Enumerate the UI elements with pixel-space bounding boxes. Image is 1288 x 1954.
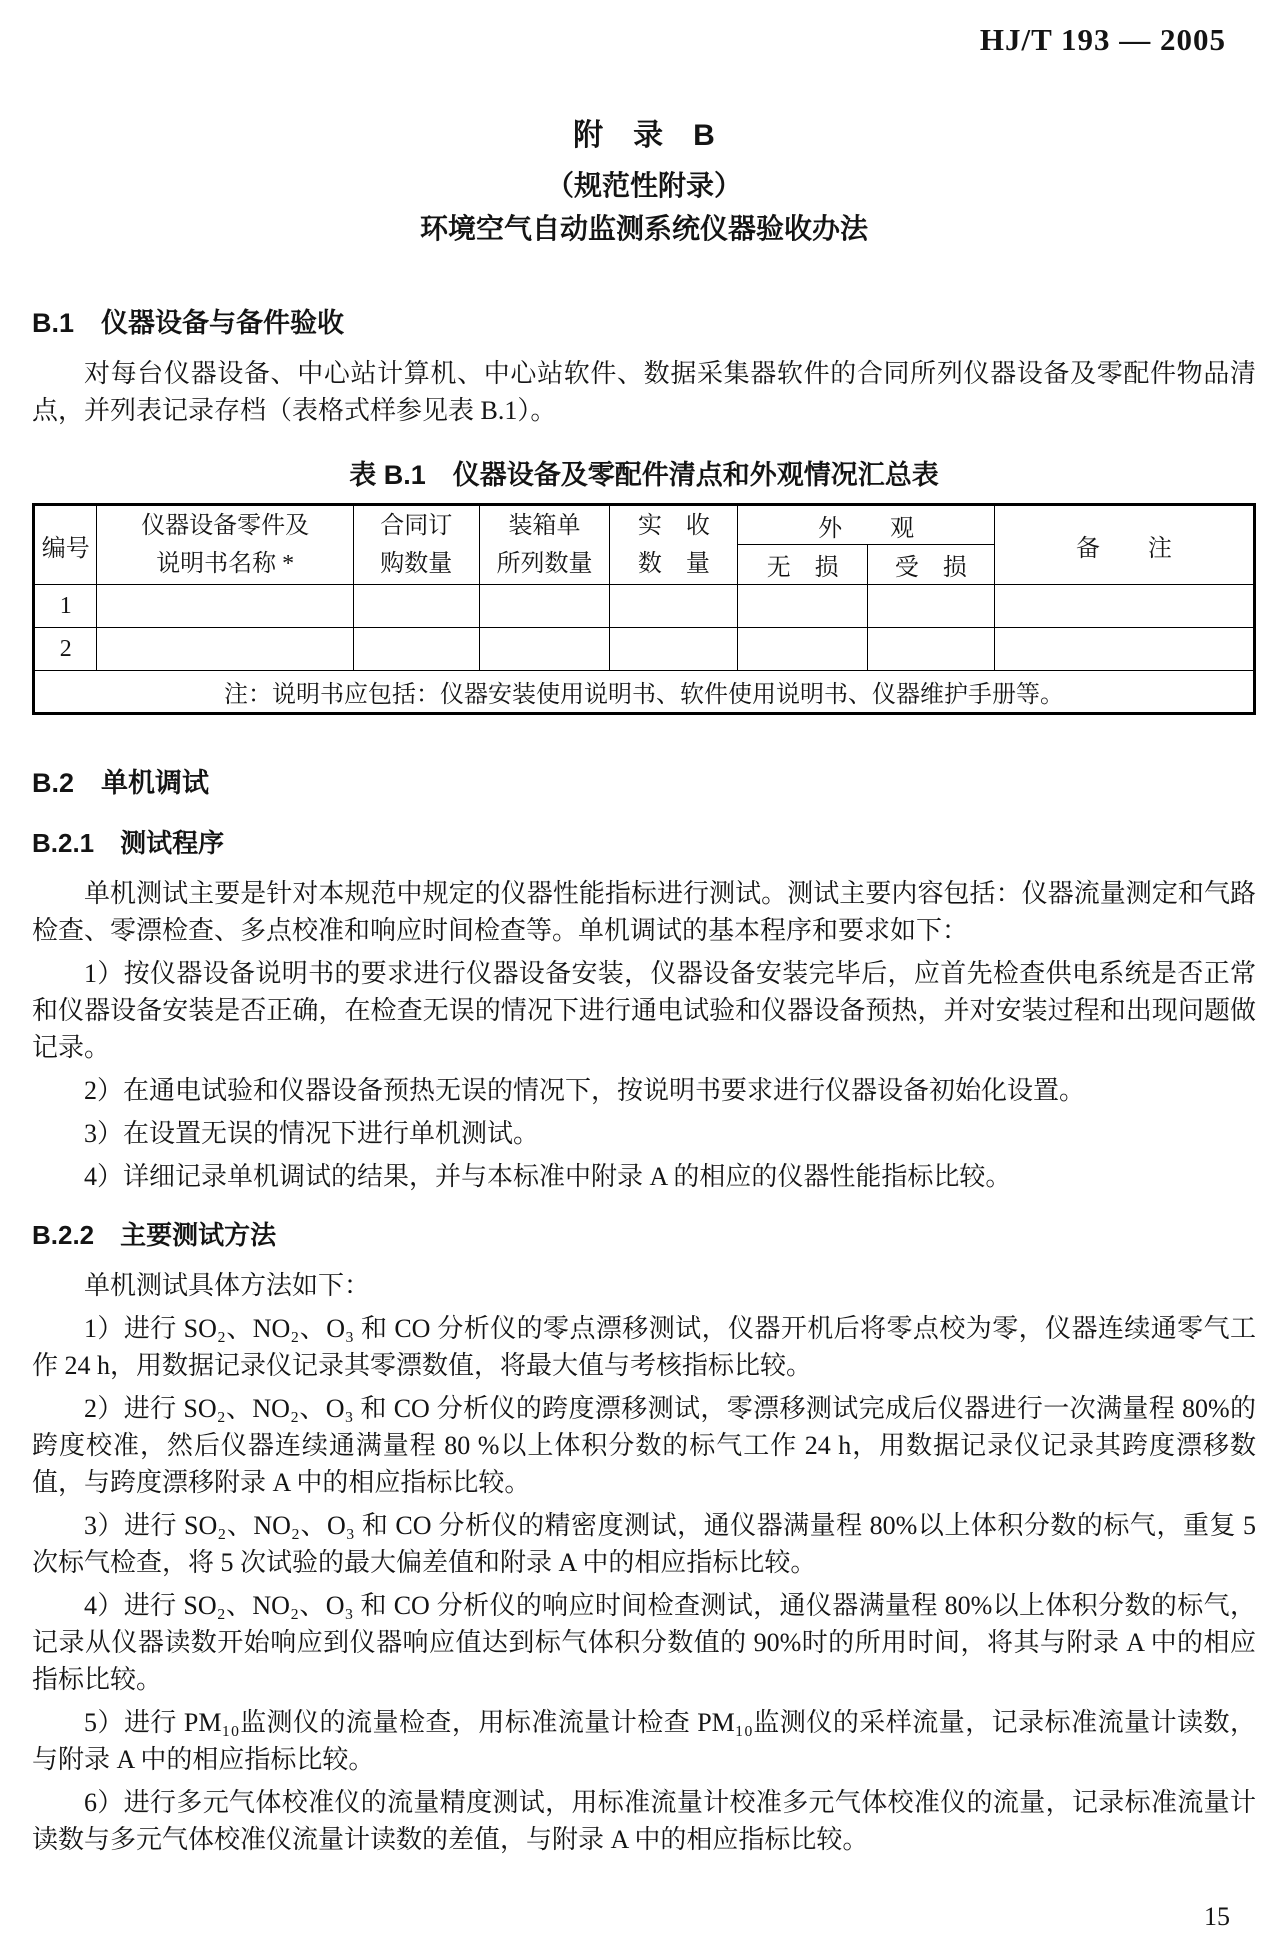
appendix-title: 附 录 B: [573, 119, 715, 152]
col-header-packing-qty: [479, 505, 610, 585]
col-header-damaged: 受 损: [867, 545, 994, 585]
col-header-received-qty: [610, 505, 738, 585]
paragraph-b21-0: 单机测试主要是针对本规范中规定的仪器性能指标进行测试。测试主要内容包括：仪器流量测定和气路检查、零漂检查、多点校准和响应时间检查等。单机调试的基本程序和要求如下：: [32, 879, 1256, 945]
col-header-name-line1: 仪器设备零件及: [141, 513, 310, 539]
section-b2-heading: B.2 单机调试: [32, 768, 210, 798]
row-no-cell: 2: [34, 628, 97, 671]
table-note: 注：说明书应包括：仪器安装使用说明书、软件使用说明书、仪器维护手册等。: [34, 671, 1255, 714]
table-cell-empty: [994, 585, 1254, 628]
col-header-packing-line2: 所列数量: [496, 551, 593, 577]
paragraph-b21-4: 4）详细记录单机调试的结果，并与本标准中附录 A 的相应的仪器性能指标比较。: [84, 1162, 1012, 1191]
paragraph-b22-3: 3）进行 SO₂、NO₂、O₃ 和 CO 分析仪的精密度测试，通仪器满量程 80%以上体积分数的标气，重复 5 次标气检查，将 5 次试验的最大偏差值和附录 A 中的相应指标比较。: [32, 1511, 1256, 1577]
paragraph-b21-2: 2）在通电试验和仪器设备预热无误的情况下，按说明书要求进行仪器设备初始化设置。: [84, 1076, 1086, 1105]
col-header-contract-qty: [353, 505, 479, 585]
col-header-contract-line1: 合同订: [380, 513, 453, 539]
page-number: 15: [1204, 1902, 1230, 1931]
col-header-contract-line2: 购数量: [380, 551, 453, 577]
col-header-name: [97, 505, 353, 585]
table-header-row-1: [34, 505, 1255, 545]
table-cell-empty: [353, 585, 479, 628]
paragraph-b22-6: 6）进行多元气体校准仪的流量精度测试，用标准流量计校准多元气体校准仪的流量，记录标准流量计读数与多元气体校准仪流量计读数的差值，与附录 A 中的相应指标比较。: [32, 1788, 1256, 1854]
appendix-main-title: 环境空气自动监测系统仪器验收办法: [419, 213, 868, 244]
paragraph-b22-1: 1）进行 SO₂、NO₂、O₃ 和 CO 分析仪的零点漂移测试，仪器开机后将零点校为零，仪器连续通零气工作 24 h，用数据记录仪记录其零漂数值，将最大值与考核指标比较。: [32, 1314, 1256, 1380]
paragraph-b22-2: 2）进行 SO₂、NO₂、O₃ 和 CO 分析仪的跨度漂移测试，零漂移测试完成后仪器进行一次满量程 80%的跨度校准，然后仪器连续通满量程 80 %以上体积分数的标气工作 24 h，用数据记录仪记录其跨度漂移数值，与跨度漂移附录 A 中的相应指标比较。: [32, 1394, 1256, 1497]
table-row: [34, 585, 1255, 628]
table-cell-empty: [353, 628, 479, 671]
row-no-cell: 1: [34, 585, 97, 628]
appendix-subtitle: （规范性附录）: [545, 170, 742, 201]
section-b21-heading: B.2.1 测试程序: [32, 828, 225, 858]
table-b1-caption: 表 B.1 仪器设备及零配件清点和外观情况汇总表: [349, 460, 939, 490]
col-header-intact: 无 损: [738, 545, 867, 585]
table-cell-empty: [479, 585, 610, 628]
paragraph-b21-1: 1）按仪器设备说明书的要求进行仪器设备安装，仪器设备安装完毕后，应首先检查供电系统是否正常和仪器设备安装是否正确，在检查无误的情况下进行通电试验和仪器设备预热，并对安装过程和出现问题做记录。: [32, 959, 1256, 1062]
table-cell-empty: [610, 585, 738, 628]
section-b22-heading: B.2.2 主要测试方法: [32, 1220, 277, 1250]
table-cell-empty: [994, 628, 1254, 671]
table-b1: [32, 503, 1256, 715]
table-cell-empty: [867, 585, 994, 628]
standard-code: HJ/T 193 — 2005: [979, 22, 1226, 57]
section-b1-heading: B.1 仪器设备与备件验收: [32, 308, 345, 338]
table-cell-empty: [867, 628, 994, 671]
paragraph-b22-5: 5）进行 PM₁₀监测仪的流量检查，用标准流量计检查 PM₁₀监测仪的采样流量，记录标准流量计读数，与附录 A 中的相应指标比较。: [32, 1708, 1256, 1774]
col-header-remarks: 备 注: [994, 505, 1254, 585]
table-note-row: [34, 671, 1255, 714]
table-cell-empty: [610, 628, 738, 671]
table-cell-empty: [738, 585, 867, 628]
col-header-no: 编号: [34, 505, 97, 585]
paragraph-b21-3: 3）在设置无误的情况下进行单机测试。: [84, 1119, 540, 1148]
table-cell-empty: [738, 628, 867, 671]
table-row: [34, 628, 1255, 671]
col-header-received-line2: 数 量: [637, 551, 710, 577]
col-header-name-line2: 说明书名称 *: [156, 551, 295, 577]
col-header-received-line1: 实 收: [637, 513, 710, 539]
table-cell-empty: [97, 585, 353, 628]
paragraph-b22-0: 单机测试具体方法如下：: [84, 1271, 371, 1300]
table-cell-empty: [97, 628, 353, 671]
table-cell-empty: [479, 628, 610, 671]
section-b1-paragraph: 对每台仪器设备、中心站计算机、中心站软件、数据采集器软件的合同所列仪器设备及零配件物品清点，并列表记录存档（表格式样参见表 B.1）。: [32, 359, 1256, 425]
paragraph-b22-4: 4）进行 SO₂、NO₂、O₃ 和 CO 分析仪的响应时间检查测试，通仪器满量程 80%以上体积分数的标气，记录从仪器读数开始响应到仪器响应值达到标气体积分数值的 90%时的所用时间，将其与附录 A 中的相应指标比较。: [32, 1591, 1256, 1694]
col-header-packing-line1: 装箱单: [508, 513, 581, 539]
col-header-appearance: 外 观: [738, 505, 994, 545]
